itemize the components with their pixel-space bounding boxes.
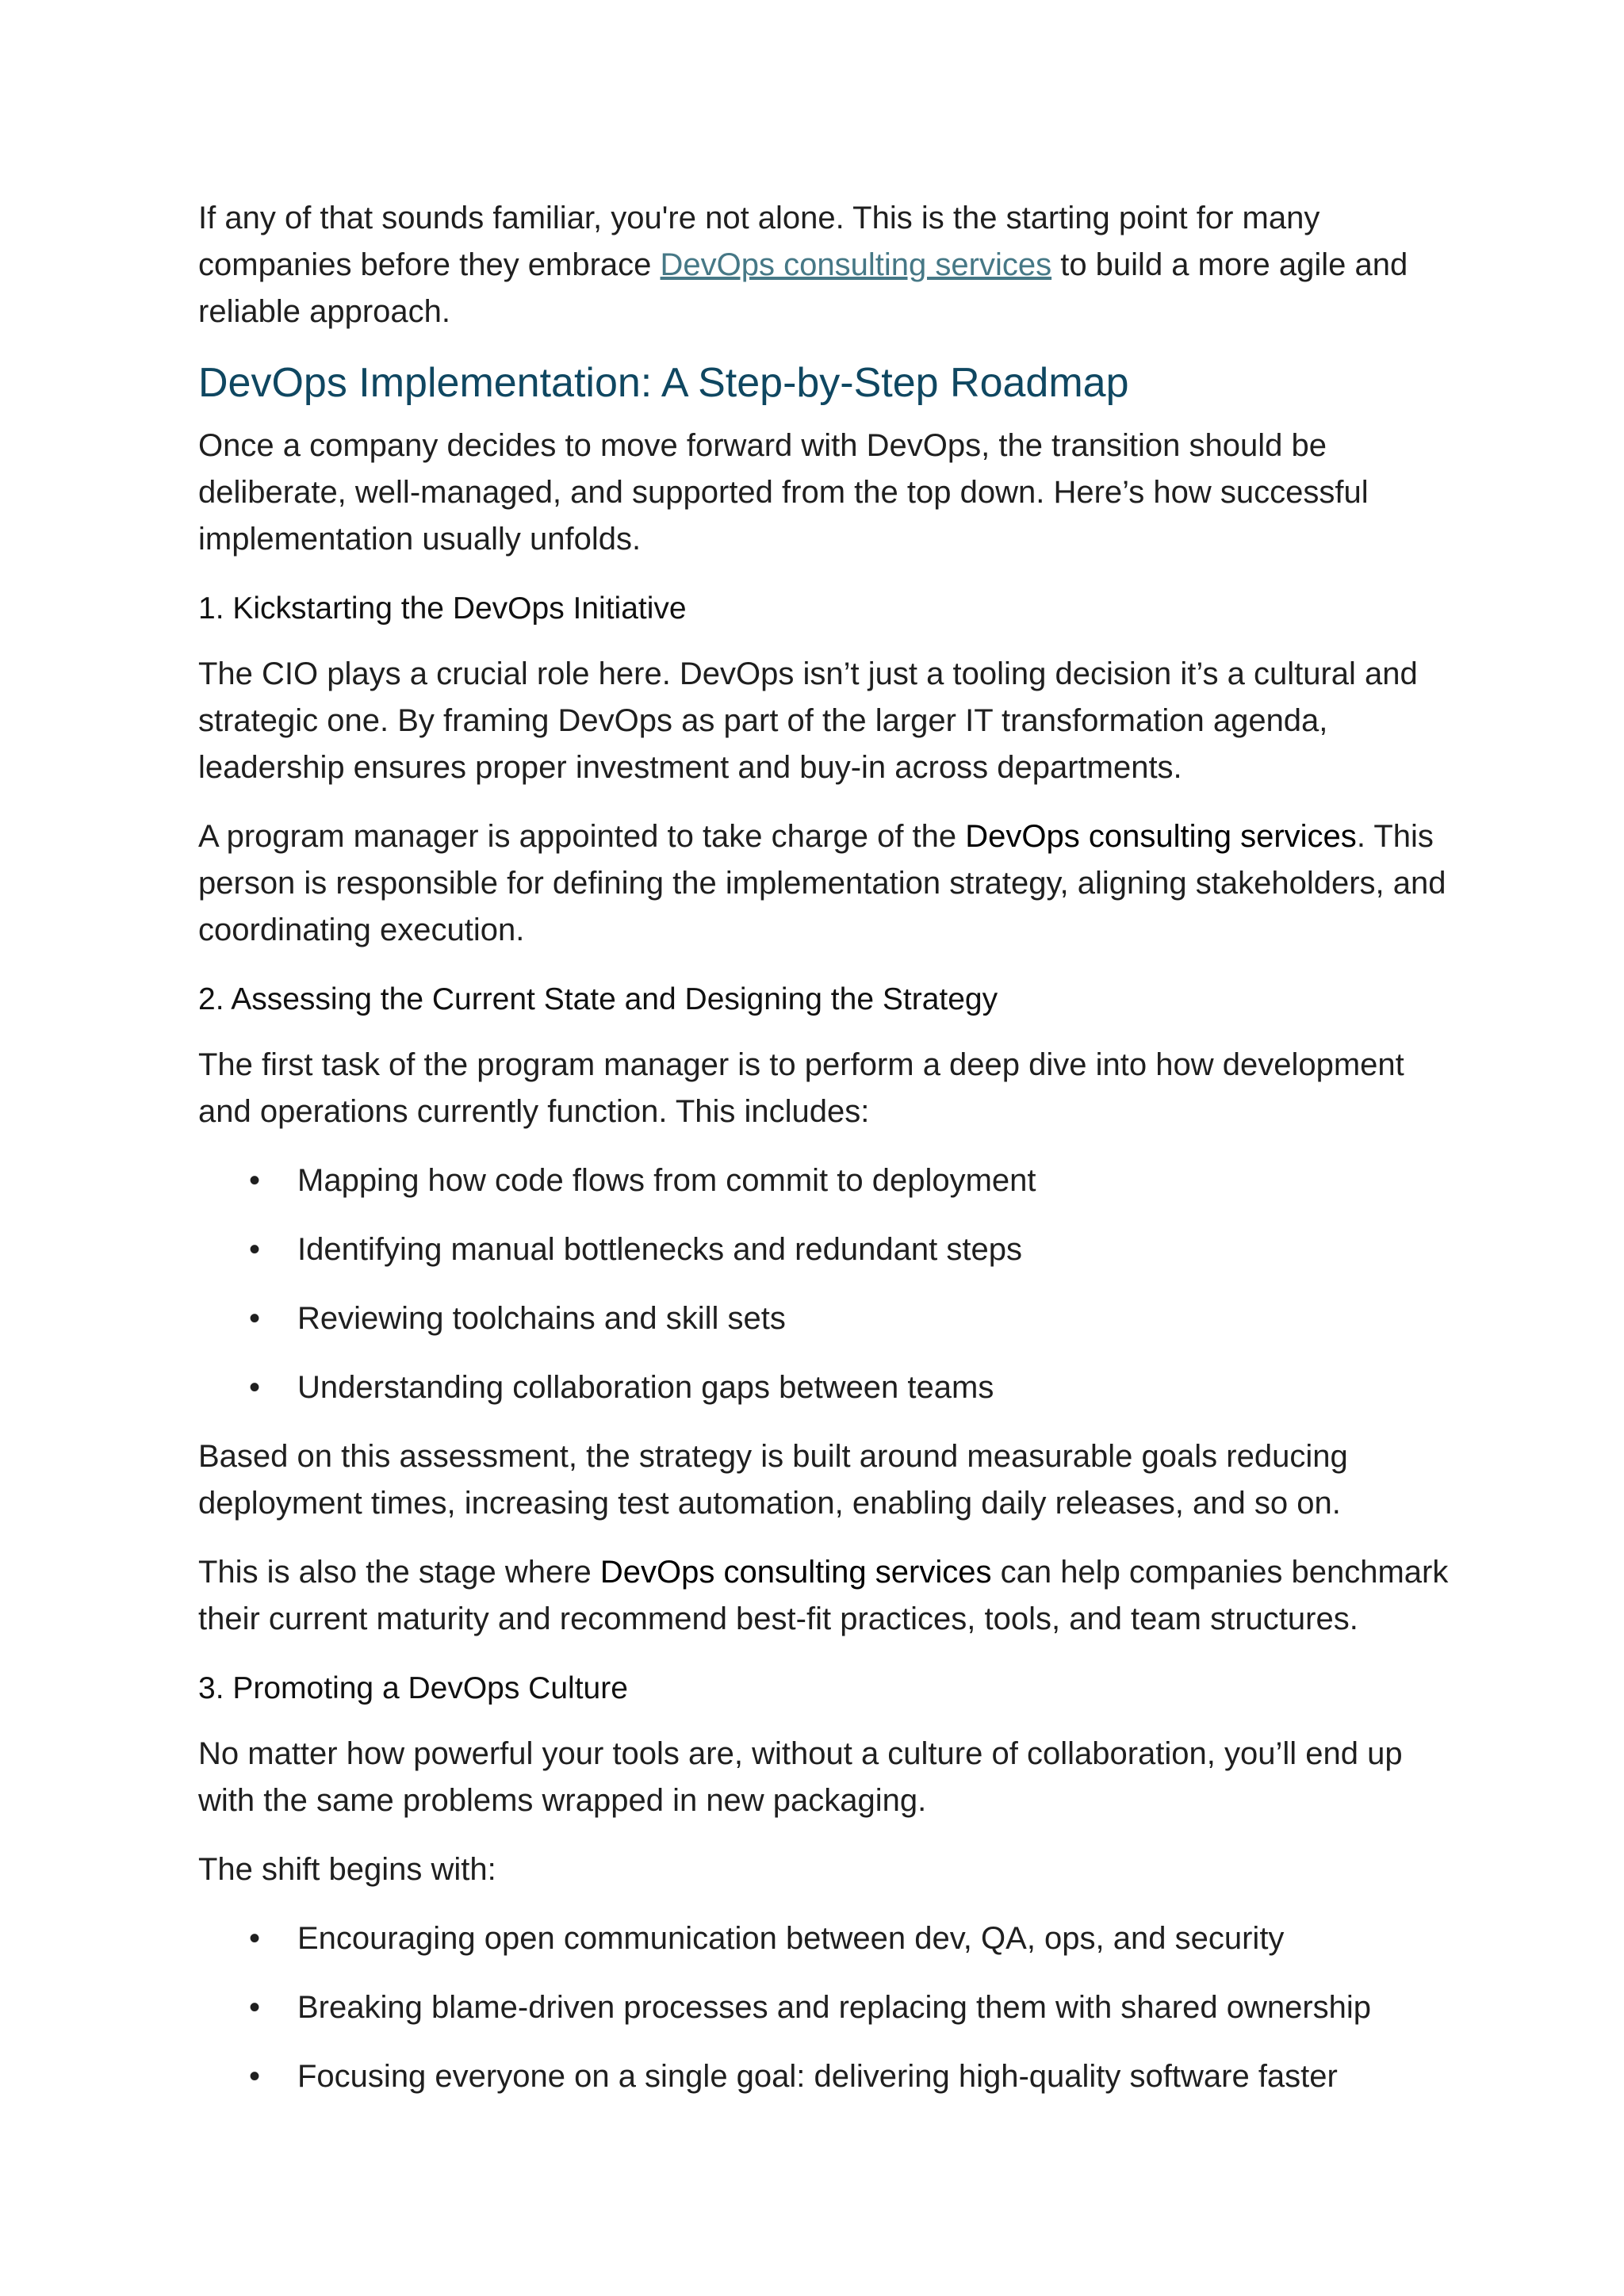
step3-paragraph-2: The shift begins with: bbox=[198, 1852, 496, 1887]
document-page bbox=[198, 195, 1451, 2122]
step1-paragraph-2 bbox=[198, 813, 1451, 954]
intro-paragraph bbox=[198, 195, 1451, 335]
step2-paragraph-3-emphasis: DevOps consulting services bbox=[599, 1555, 992, 1590]
step1-paragraph-2-start: A program manager is appointed to take charge of the bbox=[198, 819, 966, 854]
bullet-icon: • bbox=[249, 1301, 261, 1336]
list-item bbox=[198, 1295, 1451, 1342]
section-heading: DevOps Implementation: A Step-by-Step Roadmap bbox=[198, 360, 1129, 406]
list-item bbox=[198, 1158, 1451, 1204]
list-item-text: Understanding collaboration gaps between teams bbox=[297, 1370, 994, 1405]
list-item bbox=[198, 1226, 1451, 1273]
list-item-text: Breaking blame-driven processes and replacing them with shared ownership bbox=[297, 1990, 1372, 2025]
list-item bbox=[198, 1915, 1451, 1962]
intro-text-start: If any of that sounds familiar, you're not alone. This is the starting point for many companies before they embrace bbox=[198, 201, 1320, 282]
step2-heading: 2. Assessing the Current State and Designing the Strategy bbox=[198, 982, 998, 1016]
step3-paragraph-1: No matter how powerful your tools are, without a culture of collaboration, you’ll end up with the same problems wrapped in new packaging. bbox=[198, 1736, 1403, 1818]
step3-bullet-list bbox=[198, 1915, 1451, 2100]
list-item bbox=[198, 1984, 1451, 2031]
step1-heading: 1. Kickstarting the DevOps Initiative bbox=[198, 591, 687, 626]
bullet-icon: • bbox=[249, 1370, 261, 1405]
step2-paragraph-2: Based on this assessment, the strategy is built around measurable goals reducing deployment times, increasing test automation, enabling daily releases, and so on. bbox=[198, 1439, 1348, 1521]
step1-paragraph-1: The CIO plays a crucial role here. DevOps isn’t just a tooling decision it’s a cultural and strategic one. By framing DevOps as part of the larger IT transformation agenda, leadership ensures proper investment and buy-in across departments. bbox=[198, 656, 1418, 785]
step1-paragraph-2-emphasis: DevOps consulting services bbox=[965, 819, 1357, 854]
step2-bullet-list bbox=[198, 1158, 1451, 1411]
intro-text-end: to build a more agile and reliable approach. bbox=[198, 247, 1408, 329]
list-item-text: Identifying manual bottlenecks and redundant steps bbox=[297, 1232, 1022, 1267]
list-item-text: Focusing everyone on a single goal: delivering high-quality software faster bbox=[297, 2059, 1338, 2094]
step2-paragraph-1: The first task of the program manager is to perform a deep dive into how development and operations currently function. This includes: bbox=[198, 1047, 1404, 1129]
bullet-icon: • bbox=[249, 1921, 261, 1956]
bullet-icon: • bbox=[249, 1232, 261, 1267]
step2-paragraph-3-end: can help companies benchmark their current maturity and recommend best-fit practices, tools, and team structures. bbox=[198, 1555, 1449, 1636]
list-item bbox=[198, 2053, 1451, 2100]
list-item-text: Mapping how code flows from commit to deployment bbox=[297, 1163, 1036, 1198]
section-intro-paragraph: Once a company decides to move forward with DevOps, the transition should be deliberate, well-managed, and supported from the top down. Here’s how successful implementation usually unfolds. bbox=[198, 428, 1369, 557]
step3-heading: 3. Promoting a DevOps Culture bbox=[198, 1671, 628, 1705]
bullet-icon: • bbox=[249, 1163, 261, 1198]
bullet-icon: • bbox=[249, 1990, 261, 2025]
list-item-text: Reviewing toolchains and skill sets bbox=[297, 1301, 786, 1336]
step2-paragraph-3-start: This is also the stage where bbox=[198, 1555, 600, 1590]
list-item-text: Encouraging open communication between dev, QA, ops, and security bbox=[297, 1921, 1285, 1956]
step2-paragraph-3 bbox=[198, 1549, 1451, 1643]
step1-paragraph-2-end: . This person is responsible for defining the implementation strategy, aligning stakeholders, and coordinating execution. bbox=[198, 819, 1446, 947]
devops-consulting-services-link[interactable]: DevOps consulting services bbox=[660, 247, 1052, 282]
list-item bbox=[198, 1364, 1451, 1411]
bullet-icon: • bbox=[249, 2059, 261, 2094]
